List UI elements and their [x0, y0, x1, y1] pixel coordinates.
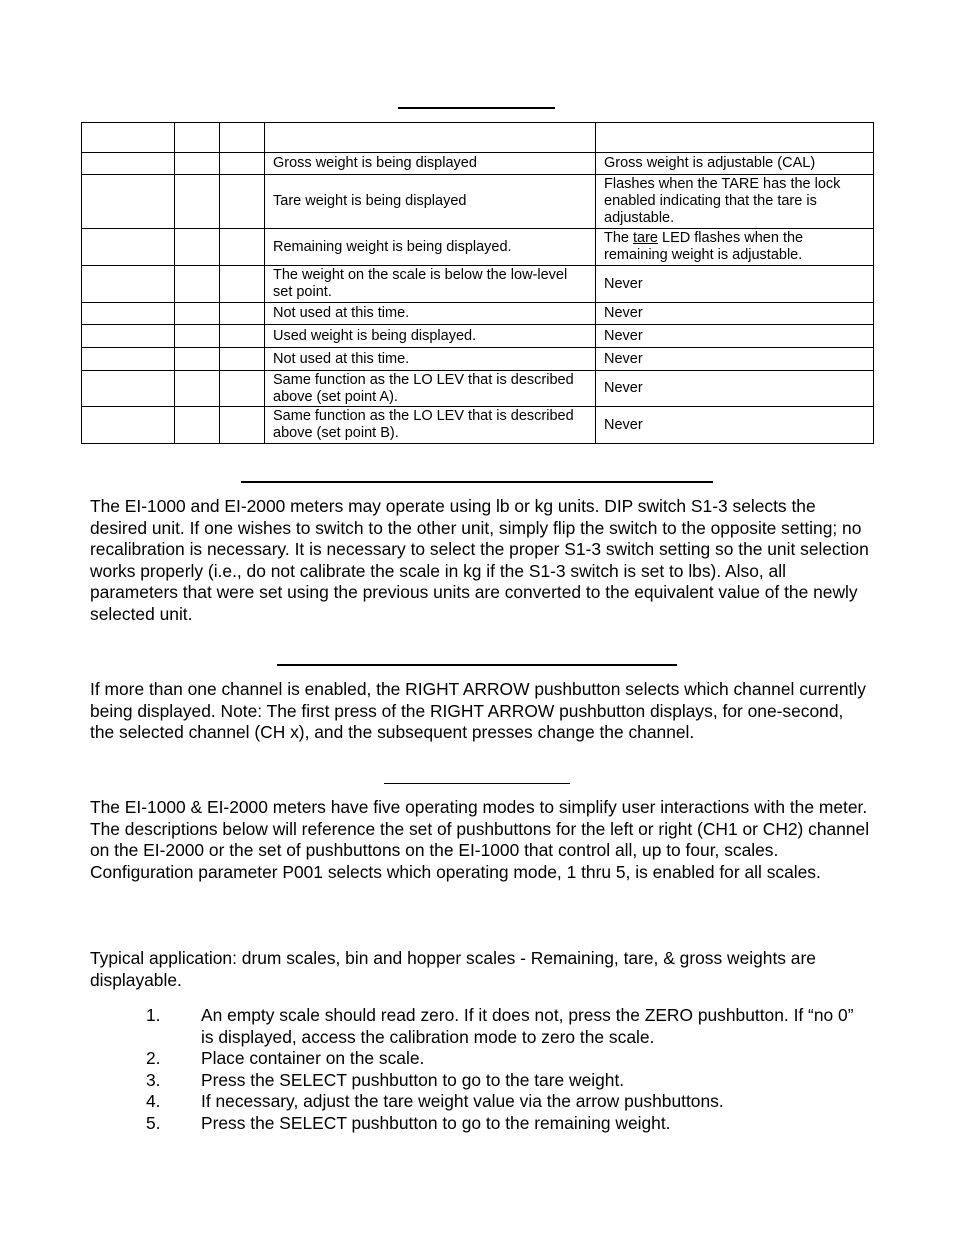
modes-heading-rule: [384, 783, 570, 784]
list-item: [146, 1048, 866, 1070]
table-cell: [82, 123, 175, 153]
table-row: [82, 325, 874, 348]
table-cell: [82, 175, 175, 229]
table-row: [82, 348, 874, 371]
table-cell: [220, 325, 265, 348]
table-cell: [175, 303, 220, 325]
table-cell: Never: [596, 303, 874, 325]
table-cell: [175, 325, 220, 348]
cell-text-underlined: tare: [633, 230, 659, 246]
table-cell: [82, 348, 175, 371]
table-cell: [82, 325, 175, 348]
channel-paragraph: If more than one channel is enabled, the RIGHT ARROW pushbutton selects which channel currently being displayed. Note: The first press of the RIGHT ARROW pushbutton displays, for one-second, the selected channel (CH x), and the subsequent presses change the channel.: [90, 679, 866, 743]
table-cell: [82, 303, 175, 325]
table-cell: [596, 229, 874, 266]
table-cell: [82, 266, 175, 303]
table-row: [82, 175, 874, 229]
table-cell: Flashes when the TARE has the lock enabled indicating that the tare is adjustable.: [596, 175, 874, 229]
channel-heading-rule: [277, 664, 677, 666]
table-row: [82, 303, 874, 325]
table-cell: [175, 407, 220, 444]
step-text: If necessary, adjust the tare weight value via the arrow pushbuttons.: [201, 1091, 724, 1112]
table-cell: [220, 123, 265, 153]
table-cell: [265, 123, 596, 153]
table-row: [82, 371, 874, 407]
step-number: 1.: [146, 1005, 161, 1025]
table-cell: [175, 348, 220, 371]
table-cell: Not used at this time.: [265, 348, 596, 371]
table-cell: Never: [596, 325, 874, 348]
table-cell: [82, 229, 175, 266]
list-item: [146, 1091, 866, 1113]
step-number: 4.: [146, 1091, 161, 1112]
table-cell: The weight on the scale is below the low-level set point.: [265, 266, 596, 303]
table-row: [82, 266, 874, 303]
table-cell: Never: [596, 348, 874, 371]
table-cell: Used weight is being displayed.: [265, 325, 596, 348]
led-status-table: [81, 122, 874, 444]
step-number: 2.: [146, 1048, 161, 1069]
table-cell: [220, 371, 265, 407]
step-text: Press the SELECT pushbutton to go to the remaining weight.: [201, 1112, 671, 1133]
table-cell: [175, 123, 220, 153]
table-cell: Gross weight is adjustable (CAL): [596, 153, 874, 175]
table-cell: Never: [596, 407, 874, 444]
table-cell: Remaining weight is being displayed.: [265, 229, 596, 266]
table-cell: [220, 229, 265, 266]
units-heading-rule: [241, 481, 713, 483]
step-number: 3.: [146, 1069, 161, 1090]
table-cell: [220, 407, 265, 444]
table-cell: [175, 175, 220, 229]
cell-text: LED flashes when the remaining weight is adjustable.: [604, 230, 804, 263]
table-row: [82, 229, 874, 266]
table-cell: Never: [596, 266, 874, 303]
table-cell: [596, 123, 874, 153]
table-cell: Tare weight is being displayed: [265, 175, 596, 229]
table-row: [82, 407, 874, 444]
table-cell: [175, 229, 220, 266]
mode1-application: Typical application: drum scales, bin and hopper scales - Remaining, tare, & gross weights are displayable.: [90, 948, 816, 990]
table-cell: [175, 371, 220, 407]
list-item: [146, 1005, 866, 1048]
table-cell: [175, 153, 220, 175]
table-cell: [82, 371, 175, 407]
list-item: [146, 1070, 866, 1092]
units-paragraph: The EI-1000 and EI-2000 meters may operate using lb or kg units. DIP switch S1-3 selects the desired unit. If one wishes to switch to the other unit, simply flip the switch to the opposite setting; no recalibration is necessary. It is necessary to select the proper S1-3 switch setting so the unit selection works properly (i.e., do not calibrate the scale in kg if the S1-3 switch is set to lbs). Also, all parameters that were set using the previous units are converted to the equivalent value of the newly selected unit.: [90, 496, 869, 624]
table-row: [82, 123, 874, 153]
table-cell: [220, 266, 265, 303]
table-heading-rule: [398, 107, 555, 109]
step-text: Place container on the scale.: [201, 1048, 425, 1069]
table-cell: [220, 348, 265, 371]
table-cell: Same function as the LO LEV that is described above (set point A).: [265, 371, 596, 407]
cell-text: The: [604, 230, 634, 246]
table-cell: [82, 407, 175, 444]
table-cell: [220, 153, 265, 175]
modes-paragraph: The EI-1000 & EI-2000 meters have five operating modes to simplify user interactions with the meter. The descriptions below will reference the set of pushbuttons for the left or right (CH1 or CH2) channel on the EI-2000 or the set of pushbuttons on the EI-1000 that control all, up to four, scales. Configuration parameter P001 selects which operating mode, 1 thru 5, is enabled for all scales.: [90, 797, 870, 882]
table-cell: Not used at this time.: [265, 303, 596, 325]
step-text: Press the SELECT pushbutton to go to the tare weight.: [201, 1069, 625, 1090]
mode1-steps-list: [146, 1005, 866, 1135]
step-number: 5.: [146, 1112, 161, 1133]
list-item: [146, 1113, 866, 1135]
step-text: An empty scale should read zero. If it does not, press the ZERO pushbutton. If “no 0” is displayed, access the calibration mode to zero the scale.: [201, 1005, 854, 1047]
table-row: [82, 153, 874, 175]
table-cell: Gross weight is being displayed: [265, 153, 596, 175]
table-cell: [220, 175, 265, 229]
table-cell: [82, 153, 175, 175]
table-cell: [175, 266, 220, 303]
table-cell: [220, 303, 265, 325]
table-cell: Never: [596, 371, 874, 407]
table-cell: Same function as the LO LEV that is described above (set point B).: [265, 407, 596, 444]
